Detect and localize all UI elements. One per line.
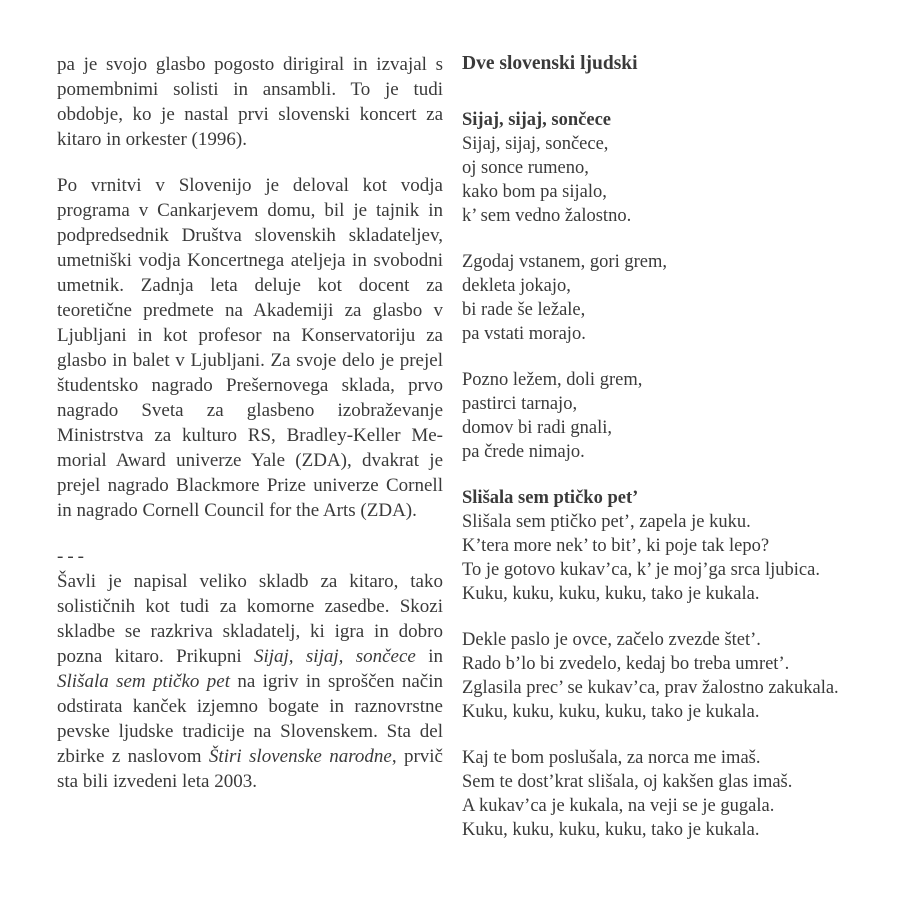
lyric-line: Dekle paslo je ovce, začelo zvezde štet’. bbox=[462, 630, 761, 650]
lyric-line: pa vstati morajo. bbox=[462, 324, 586, 344]
lyric-line: Kuku, kuku, kuku, kuku, tako je kukala. bbox=[462, 702, 760, 722]
stanza bbox=[462, 746, 892, 842]
lyric-line: K’tera more nek’ to bit’, ki poje tak lepo? bbox=[462, 536, 770, 556]
lyric-line: Kaj te bom poslušala, za norca me imaš. bbox=[462, 748, 761, 768]
bio-paragraph-1: pa je svojo glasbo pogosto dirigiral in izvajal s pomembnimi solisti in ansambli. To je tudi obdobje, ko je nastal prvi slovenski koncert za kitaro in orkester (1996). bbox=[57, 54, 443, 150]
lyric-line: pa črede nimajo. bbox=[462, 442, 585, 462]
lyric-line: Rado b’lo bi zvedelo, kedaj bo treba umret’. bbox=[462, 654, 790, 674]
lyric-line: Pozno ležem, doli grem, bbox=[462, 370, 643, 390]
bio-column bbox=[57, 52, 443, 815]
songs-section-title: Dve slovenski ljudski bbox=[462, 53, 638, 74]
text-segment: , prvič sta bili izvedeni leta 2003. bbox=[57, 746, 443, 792]
work-title-italic: Štiri slovenske narodne bbox=[208, 746, 392, 767]
text-segment: in bbox=[415, 646, 443, 667]
stanza bbox=[462, 132, 892, 228]
work-title-italic: Sijaj, sijaj, sončece bbox=[253, 646, 416, 667]
song-title: Slišala sem ptičko pet’ bbox=[462, 488, 639, 508]
text-segment: na igriv in sproščen način odstirata kanček izjemno bogate in raznovrstne pevske ljudske tradicije na Slovenskem. Sta del zbirke z naslovom bbox=[57, 671, 443, 767]
lyric-line: kako bom pa sijalo, bbox=[462, 182, 607, 202]
lyric-line: Zglasila prec’ se kukav’ca, prav žalostno zakukala. bbox=[462, 678, 839, 698]
lyric-line: Sem te dost’krat slišala, oj kakšen glas imaš. bbox=[462, 772, 793, 792]
song bbox=[462, 486, 892, 842]
lyric-line: To je gotovo kukav’ca, k’ je moj’ga srca ljubica. bbox=[462, 560, 820, 580]
lyric-line: oj sonce rumeno, bbox=[462, 158, 589, 178]
lyric-line: Zgodaj vstanem, gori grem, bbox=[462, 252, 667, 272]
lyric-line: bi rade še ležale, bbox=[462, 300, 586, 320]
work-title-italic: Slišala sem ptičko pet bbox=[57, 671, 230, 692]
lyric-line: domov bi radi gnali, bbox=[462, 418, 613, 438]
section-separator: --- bbox=[57, 546, 88, 567]
text-segment: Šavli je napisal veliko skladb za kitaro, tako solističnih kot tudi za komorne zasedbe. Skozi skladbe se razkriva skladatelj, ki igra in dobro pozna kitaro. Prikupni bbox=[57, 571, 443, 667]
lyric-line: Slišala sem ptičko pet’, zapela je kuku. bbox=[462, 512, 751, 532]
songs-column bbox=[462, 52, 892, 864]
songs-list bbox=[462, 108, 892, 842]
lyric-line: k’ sem vedno žalostno. bbox=[462, 206, 632, 226]
bio-paragraph-2: Po vrnitvi v Slovenijo je deloval kot vodja programa v Cankarjevem domu, bil je tajnik in podpredsednik Društva slovenskih skladateljev, umetniški vodja Koncertnega ateljeja in svobodni umetnik. Zadnja leta deluje kot docent za teoretične predmete na Akademiji za glasbo v Ljubljani in kot profesor na Konservatoriju za glasbo in balet v Ljubljani. Za svoje delo je prejel študentsko nagrado Prešernovega sklada, prvo nagrado Sveta za glasbeno izobraževanje Ministrstva za kulturo RS, Bradley-Keller Memorial Award univerze Yale (ZDA), dvakrat je prejel nagrado Blackmore Prize univerze Cornell in nagrado Cornell Council for the Arts (ZDA). bbox=[57, 175, 443, 521]
song bbox=[462, 108, 892, 464]
lyric-line: A kukav’ca je kukala, na veji se je gugala. bbox=[462, 796, 775, 816]
lyric-line: Sijaj, sijaj, sončece, bbox=[462, 134, 609, 154]
stanza bbox=[462, 368, 892, 464]
lyric-line: pastirci tarnajo, bbox=[462, 394, 578, 414]
song-title: Sijaj, sijaj, sončece bbox=[462, 110, 611, 130]
bio-closing-paragraph bbox=[57, 569, 443, 794]
stanza bbox=[462, 510, 892, 606]
stanza bbox=[462, 250, 892, 346]
lyric-line: dekleta jokajo, bbox=[462, 276, 571, 296]
stanza bbox=[462, 628, 892, 724]
lyric-line: Kuku, kuku, kuku, kuku, tako je kukala. bbox=[462, 820, 760, 840]
lyric-line: Kuku, kuku, kuku, kuku, tako je kukala. bbox=[462, 584, 760, 604]
